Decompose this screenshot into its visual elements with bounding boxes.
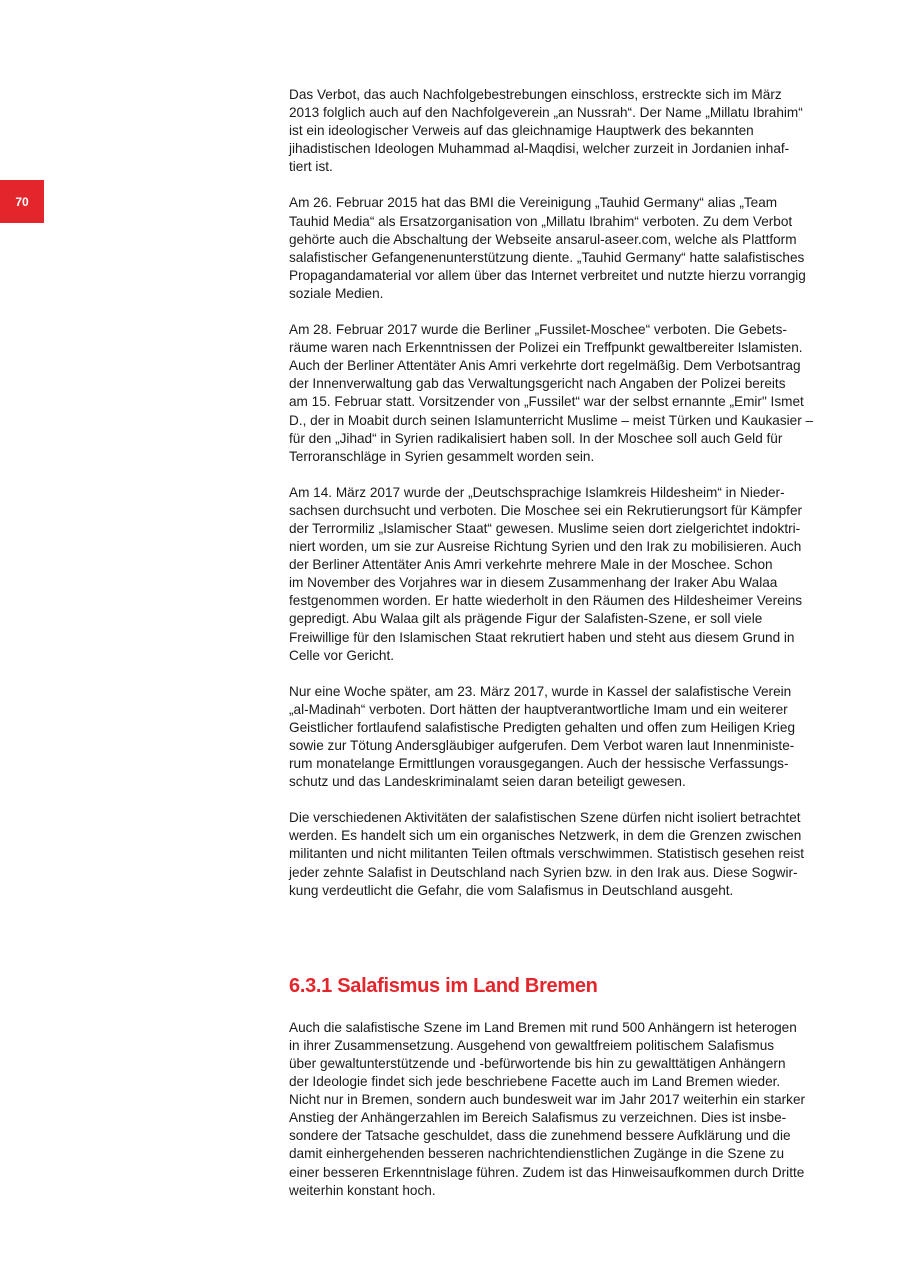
paragraph-netzwerk: Die verschiedenen Aktivitäten der salafistischen Szene dürfen nicht isoliert betrachtet werden. Es handelt sich um ein organisches Netzwerk, in dem die Grenzen zwischen militanten und nicht militanten Teilen oftmals verschwimmen. Statistisch gesehen reist jeder zehnte Salafist in Deutschland nach Syrien bzw. in den Irak aus. Diese Sogwir- kung verdeutlicht die Gefahr, die vom Salafismus in Deutschland ausgeht.: [289, 810, 805, 898]
page-content: [289, 86, 837, 1218]
page-number: 70: [15, 194, 29, 209]
page-number-tab: [0, 180, 44, 223]
paragraph-verbot-nachfolgeverein: Das Verbot, das auch Nachfolgebestrebungen einschloss, erstreckte sich im März 2013 folglich auch auf den Nachfolgeverein „an Nussrah“. Der Name „Millatu Ibrahim“ ist ein ideologischer Verweis auf das gleichnamige Hauptwerk des bekannten jihadistischen Ideologen Muhammad al-Maqdisi, welcher zurzeit in Jordanien inhaf- tiert ist.: [289, 87, 803, 175]
paragraph-tauhid-germany: Am 26. Februar 2015 hat das BMI die Vereinigung „Tauhid Germany“ alias „Team Tauhid Media“ als Ersatzorganisation von „Millatu Ibrahim“ verboten. Zu dem Verbot gehörte auch die Abschaltung der Webseite ansarul-aseer.com, welche als Plattform salafistischer Gefangenenunterstützung diente. „Tauhid Germany“ hatte salafistisches Propagandamaterial vor allem über das Internet verbreitet und nutzte hierzu vorrangig soziale Medien.: [289, 195, 806, 301]
section-heading: 6.3.1 Salafismus im Land Bremen: [289, 974, 598, 997]
paragraph-al-madinah: Nur eine Woche später, am 23. März 2017, wurde in Kassel der salafistische Verein „al-Madinah“ verboten. Dort hätten der hauptverantwortliche Imam und ein weiterer Geistlicher fortlaufend salafistische Predigten gehalten und offen zum Heiligen Krieg sowie zur Tötung Andersgläubiger aufgerufen. Dem Verbot waren laut Innenministe- rum monatelange Ermittlungen vorausgegangen. Auch der hessische Verfassungs- schutz und das Landeskriminalamt seien daran beteiligt gewesen.: [289, 683, 796, 790]
paragraph-fussilet-moschee: Am 28. Februar 2017 wurde die Berliner „Fussilet-Moschee“ verboten. Die Gebets- räume waren nach Erkenntnissen der Polizei ein Treffpunkt gewaltbereiter Islamisten. Auch der Berliner Attentäter Anis Amri verkehrte dort regelmäßig. Dem Verbotsantrag der Innenverwaltung gab das Verwaltungsgericht nach Angaben der Polizei bereits am 15. Februar statt. Vorsitzender von „Fussilet“ war der selbst ernannte „Emir" Ismet D., der in Moabit durch seinen Islamunterricht Muslime – meist Türken und Kaukasier – für den „Jihad“ in Syrien radikalisiert haben soll. In der Moschee soll auch Geld für Terroranschläge in Syrien gesammelt worden sein.: [289, 322, 814, 464]
paragraph-bremen: Auch die salafistische Szene im Land Bremen mit rund 500 Anhängern ist heterogen in ihrer Zusammensetzung. Ausgehend von gewaltfreiem politischem Salafismus über gewaltunterstützende und -befürwortende bis hin zu gewalttätigen Anhängern der Ideologie findet sich jede beschriebene Facette auch im Land Bremen wieder. Nicht nur in Bremen, sondern auch bundesweit war im Jahr 2017 weiterhin ein starker Anstieg der Anhängerzahlen im Bereich Salafismus zu verzeichnen. Dies ist insbe- sondere der Tatsache geschuldet, dass die zunehmend bessere Aufklärung und die damit einhergehenden besseren nachrichtendienstlichen Zugänge in die Szene zu einer besseren Erkenntnislage führen. Zudem ist das Hinweisaufkommen durch Dritte weiterhin konstant hoch.: [289, 1019, 806, 1198]
paragraph-islamkreis-hildesheim: Am 14. März 2017 wurde der „Deutschsprachige Islamkreis Hildesheim“ in Nieder- sachsen durchsucht und verboten. Die Moschee sei ein Rekrutierungsort für Kämpfer der Terrormiliz „Islamischer Staat“ gewesen. Muslime seien dort zielgerichtet indoktri- niert worden, um sie zur Ausreise Richtung Syrien und den Irak zu mobilisieren. Auch der Berliner Attentäter Anis Amri verkehrte mehrere Male in der Moschee. Schon im November des Vorjahres war in diesem Zusammenhang der Iraker Abu Walaa festgenommen worden. Er hatte wiederholt in den Räumen des Hildesheimer Vereins gepredigt. Abu Walaa gilt als prägende Figur der Salafisten-Szene, er soll viele Freiwillige für den Islamischen Staat rekrutiert haben und steht aus diesem Grund in Celle vor Gericht.: [289, 484, 803, 663]
